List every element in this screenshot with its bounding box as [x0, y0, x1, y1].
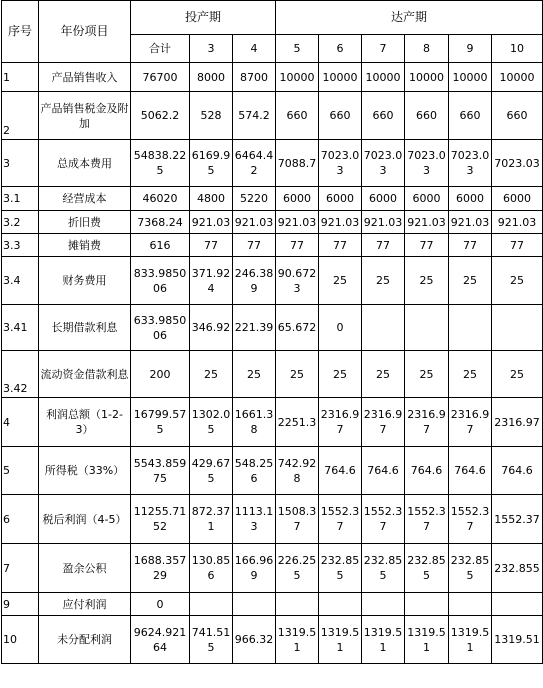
row-value: 8000	[190, 63, 233, 92]
row-value: 764.6	[449, 447, 492, 495]
row-value: 1319.51	[362, 616, 405, 664]
row-value: 6000	[405, 187, 449, 211]
row-value: 6000	[449, 187, 492, 211]
row-seq: 4	[2, 398, 39, 447]
row-item: 未分配利润	[39, 616, 131, 664]
row-seq: 3.3	[2, 234, 39, 257]
row-value: 2316.97	[319, 398, 362, 447]
table-row	[2, 495, 543, 544]
row-value: 2251.3	[276, 398, 319, 447]
row-seq: 3.2	[2, 211, 39, 234]
row-value: 1508.37	[276, 495, 319, 544]
row-value: 921.03	[362, 211, 405, 234]
row-value: 5062.2	[131, 92, 190, 140]
row-seq: 5	[2, 447, 39, 495]
row-value: 742.928	[276, 447, 319, 495]
row-value: 10000	[492, 63, 543, 92]
row-value: 77	[276, 234, 319, 257]
row-value: 25	[449, 351, 492, 398]
row-value: 1319.51	[405, 616, 449, 664]
row-value: 921.03	[276, 211, 319, 234]
row-value: 548.256	[233, 447, 276, 495]
header-year: 5	[276, 35, 319, 63]
row-seq: 3.41	[2, 305, 39, 351]
row-value: 232.855	[319, 544, 362, 593]
row-value: 5220	[233, 187, 276, 211]
row-value: 232.855	[405, 544, 449, 593]
row-value: 90.6723	[276, 257, 319, 305]
row-value: 226.255	[276, 544, 319, 593]
row-value: 660	[276, 92, 319, 140]
row-value: 0	[319, 305, 362, 351]
row-value: 1552.37	[362, 495, 405, 544]
row-value: 232.855	[449, 544, 492, 593]
row-value: 6169.95	[190, 140, 233, 187]
row-value: 921.03	[492, 211, 543, 234]
header-year: 4	[233, 35, 276, 63]
row-value: 9624.92164	[131, 616, 190, 664]
header-year: 9	[449, 35, 492, 63]
row-value	[449, 593, 492, 616]
row-value: 2316.97	[492, 398, 543, 447]
row-value: 11255.7152	[131, 495, 190, 544]
row-value: 232.855	[362, 544, 405, 593]
row-value: 25	[405, 257, 449, 305]
row-value: 77	[362, 234, 405, 257]
row-value: 10000	[276, 63, 319, 92]
row-value: 1319.51	[492, 616, 543, 664]
table-row	[2, 211, 543, 234]
row-item: 折旧费	[39, 211, 131, 234]
row-value: 921.03	[449, 211, 492, 234]
row-value: 741.515	[190, 616, 233, 664]
row-value: 764.6	[405, 447, 449, 495]
financial-table	[1, 0, 543, 664]
row-value: 2316.97	[362, 398, 405, 447]
row-value	[449, 305, 492, 351]
row-item: 盈余公积	[39, 544, 131, 593]
row-value: 429.675	[190, 447, 233, 495]
table-row	[2, 140, 543, 187]
row-value: 346.92	[190, 305, 233, 351]
row-value: 76700	[131, 63, 190, 92]
row-seq: 3.4	[2, 257, 39, 305]
row-value: 7088.7	[276, 140, 319, 187]
row-value	[405, 305, 449, 351]
row-item: 总成本费用	[39, 140, 131, 187]
header-year: 3	[190, 35, 233, 63]
row-seq: 2	[2, 92, 39, 140]
row-seq: 1	[2, 63, 39, 92]
row-value: 7023.03	[405, 140, 449, 187]
row-item: 产品销售税金及附加	[39, 92, 131, 140]
row-value: 7023.03	[449, 140, 492, 187]
row-value: 130.856	[190, 544, 233, 593]
row-value: 200	[131, 351, 190, 398]
row-value: 371.924	[190, 257, 233, 305]
header-construction-period: 投产期	[131, 1, 276, 35]
row-value: 6000	[492, 187, 543, 211]
row-value: 25	[492, 257, 543, 305]
row-value	[362, 593, 405, 616]
row-value: 921.03	[405, 211, 449, 234]
row-seq: 3.42	[2, 351, 39, 398]
row-value: 1302.05	[190, 398, 233, 447]
row-value: 660	[319, 92, 362, 140]
row-item: 应付利润	[39, 593, 131, 616]
header-row-top	[2, 1, 543, 35]
row-value: 1552.37	[492, 495, 543, 544]
row-value: 528	[190, 92, 233, 140]
row-value: 1319.51	[449, 616, 492, 664]
row-value: 77	[319, 234, 362, 257]
row-value: 966.32	[233, 616, 276, 664]
row-value: 25	[319, 257, 362, 305]
table-row	[2, 616, 543, 664]
row-seq: 9	[2, 593, 39, 616]
row-value: 633.985006	[131, 305, 190, 351]
row-value: 10000	[362, 63, 405, 92]
row-value: 25	[492, 351, 543, 398]
row-seq: 7	[2, 544, 39, 593]
header-year: 10	[492, 35, 543, 63]
row-value	[492, 593, 543, 616]
row-value: 7368.24	[131, 211, 190, 234]
row-value: 2316.97	[405, 398, 449, 447]
table-row	[2, 305, 543, 351]
header-reach-period: 达产期	[276, 1, 543, 35]
row-value: 1661.38	[233, 398, 276, 447]
row-value	[319, 593, 362, 616]
row-value: 5543.85975	[131, 447, 190, 495]
row-value: 221.39	[233, 305, 276, 351]
row-value: 7023.03	[492, 140, 543, 187]
row-value: 25	[362, 351, 405, 398]
row-seq: 6	[2, 495, 39, 544]
row-item: 流动资金借款利息	[39, 351, 131, 398]
row-value: 7023.03	[319, 140, 362, 187]
row-value: 232.855	[492, 544, 543, 593]
row-value: 246.389	[233, 257, 276, 305]
row-item: 长期借款利息	[39, 305, 131, 351]
row-value: 77	[233, 234, 276, 257]
row-value: 25	[190, 351, 233, 398]
row-value: 1319.51	[319, 616, 362, 664]
row-value: 10000	[449, 63, 492, 92]
row-value	[276, 593, 319, 616]
header-year: 合计	[131, 35, 190, 63]
row-value: 46020	[131, 187, 190, 211]
row-value	[492, 305, 543, 351]
row-value	[190, 593, 233, 616]
row-item: 税后利润（4-5）	[39, 495, 131, 544]
table-row	[2, 234, 543, 257]
row-value: 764.6	[492, 447, 543, 495]
row-item: 经营成本	[39, 187, 131, 211]
table-row	[2, 398, 543, 447]
row-value: 6000	[319, 187, 362, 211]
row-value: 921.03	[190, 211, 233, 234]
row-value: 764.6	[319, 447, 362, 495]
row-value: 660	[492, 92, 543, 140]
row-value: 616	[131, 234, 190, 257]
row-item: 所得税（33%）	[39, 447, 131, 495]
row-value: 25	[319, 351, 362, 398]
row-value: 7023.03	[362, 140, 405, 187]
row-value: 65.672	[276, 305, 319, 351]
row-item: 摊销费	[39, 234, 131, 257]
row-item: 产品销售收入	[39, 63, 131, 92]
row-value	[233, 593, 276, 616]
row-value: 833.985006	[131, 257, 190, 305]
row-value: 921.03	[233, 211, 276, 234]
row-value: 872.371	[190, 495, 233, 544]
table-row	[2, 447, 543, 495]
row-value: 25	[233, 351, 276, 398]
row-value	[362, 305, 405, 351]
row-value: 660	[362, 92, 405, 140]
row-value: 764.6	[362, 447, 405, 495]
row-value: 2316.97	[449, 398, 492, 447]
row-value: 77	[190, 234, 233, 257]
row-value: 77	[405, 234, 449, 257]
row-value: 1113.13	[233, 495, 276, 544]
header-year: 6	[319, 35, 362, 63]
row-item: 利润总额（1-2-3）	[39, 398, 131, 447]
row-value: 1319.51	[276, 616, 319, 664]
row-value: 10000	[319, 63, 362, 92]
row-value: 77	[492, 234, 543, 257]
row-value: 1552.37	[405, 495, 449, 544]
table-row	[2, 593, 543, 616]
row-value: 25	[405, 351, 449, 398]
row-value: 1552.37	[449, 495, 492, 544]
row-value: 54838.225	[131, 140, 190, 187]
row-value: 1552.37	[319, 495, 362, 544]
row-value: 8700	[233, 63, 276, 92]
row-value: 921.03	[319, 211, 362, 234]
header-seq: 序号	[2, 1, 39, 63]
header-item: 年份项目	[39, 1, 131, 63]
row-value: 25	[362, 257, 405, 305]
table-row	[2, 63, 543, 92]
row-value: 77	[449, 234, 492, 257]
table-row	[2, 544, 543, 593]
row-value: 574.2	[233, 92, 276, 140]
row-seq: 3	[2, 140, 39, 187]
row-value: 16799.575	[131, 398, 190, 447]
table-row	[2, 351, 543, 398]
table-row	[2, 257, 543, 305]
row-seq: 3.1	[2, 187, 39, 211]
row-value: 660	[449, 92, 492, 140]
row-value	[405, 593, 449, 616]
row-value: 6000	[276, 187, 319, 211]
row-item: 财务费用	[39, 257, 131, 305]
row-value: 4800	[190, 187, 233, 211]
row-value: 660	[405, 92, 449, 140]
row-value: 10000	[405, 63, 449, 92]
row-value: 1688.35729	[131, 544, 190, 593]
row-seq: 10	[2, 616, 39, 664]
row-value: 6000	[362, 187, 405, 211]
header-year: 8	[405, 35, 449, 63]
table-row	[2, 187, 543, 211]
row-value: 0	[131, 593, 190, 616]
table-row	[2, 92, 543, 140]
row-value: 25	[449, 257, 492, 305]
row-value: 166.969	[233, 544, 276, 593]
row-value: 25	[276, 351, 319, 398]
row-value: 6464.42	[233, 140, 276, 187]
header-year: 7	[362, 35, 405, 63]
